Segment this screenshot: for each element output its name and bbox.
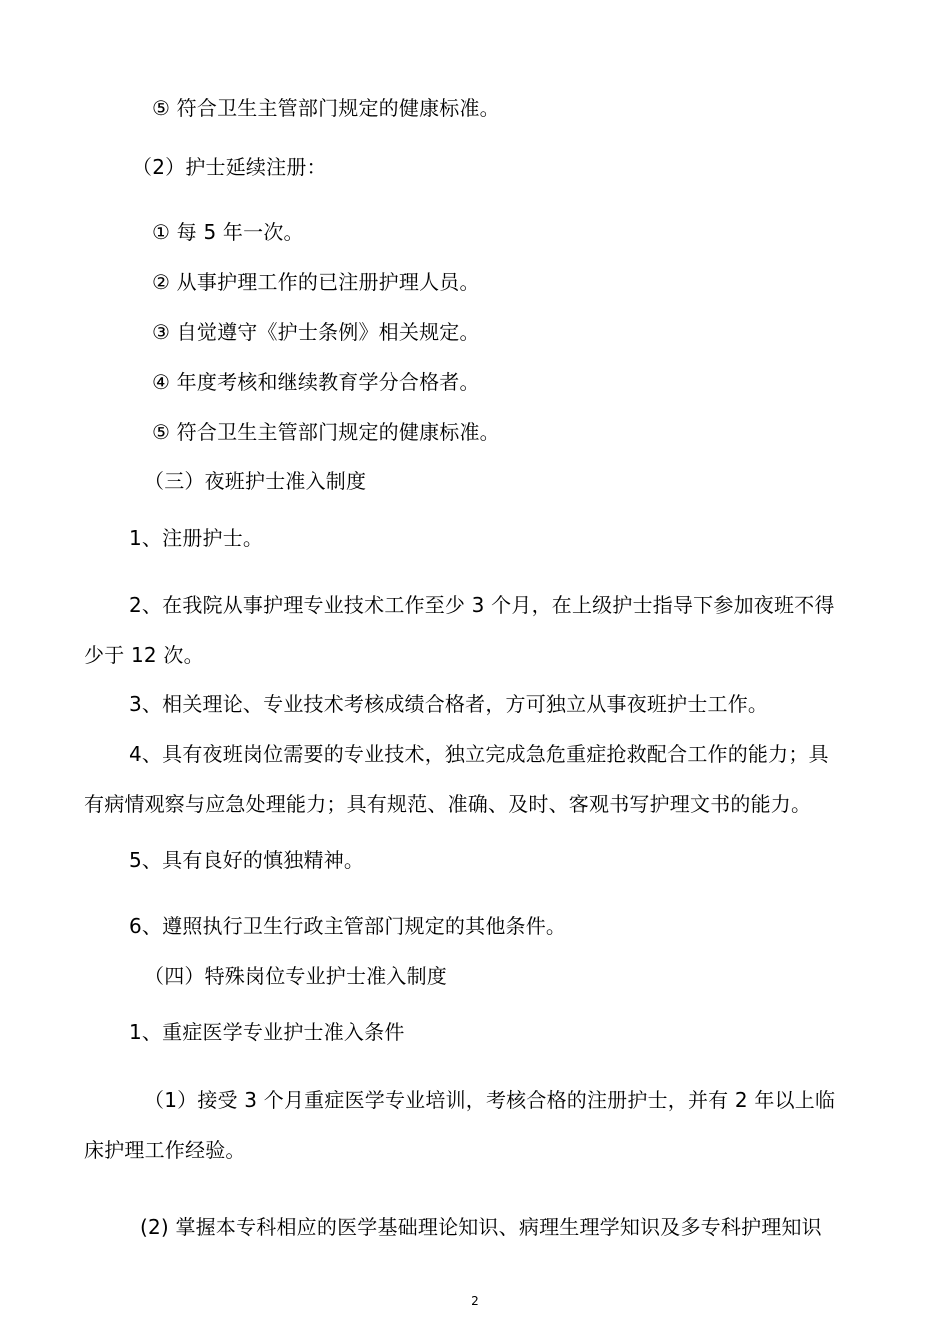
section-heading: （四）特殊岗位专业护士准入制度 (144, 964, 447, 988)
text-line: ① 每 5 年一次。 (152, 220, 304, 244)
text-line: （2）护士延续注册： (132, 155, 327, 179)
text-line: （1）接受 3 个月重症医学专业培训，考核合格的注册护士，并有 2 年以上临 (144, 1088, 836, 1112)
text-line: 有病情观察与应急处理能力；具有规范、准确、及时、客观书写护理文书的能力。 (84, 792, 812, 816)
text-line: 3、相关理论、专业技术考核成绩合格者，方可独立从事夜班护士工作。 (129, 692, 769, 716)
text-line: 2、在我院从事护理专业技术工作至少 3 个月，在上级护士指导下参加夜班不得 (129, 593, 835, 617)
text-line: 1、重症医学专业护士准入条件 (129, 1020, 405, 1044)
text-line: 少于 12 次。 (84, 643, 204, 667)
text-line: 4、具有夜班岗位需要的专业技术，独立完成急危重症抢救配合工作的能力；具 (129, 742, 829, 766)
text-line: 1、注册护士。 (129, 526, 264, 550)
text-line: (2) 掌握本专科相应的医学基础理论知识、病理生理学知识及多专科护理知识 (140, 1215, 822, 1239)
text-line: ② 从事护理工作的已注册护理人员。 (152, 270, 480, 294)
text-line: 5、具有良好的慎独精神。 (129, 848, 365, 872)
page-number: 2 (471, 1294, 479, 1308)
text-line: ③ 自觉遵守《护士条例》相关规定。 (152, 320, 480, 344)
text-line: ⑤ 符合卫生主管部门规定的健康标准。 (152, 96, 500, 120)
text-line: 床护理工作经验。 (84, 1138, 246, 1162)
text-line: 6、遵照执行卫生行政主管部门规定的其他条件。 (129, 914, 567, 938)
text-line: ④ 年度考核和继续教育学分合格者。 (152, 370, 480, 394)
section-heading: （三）夜班护士准入制度 (144, 469, 367, 493)
text-line: ⑤ 符合卫生主管部门规定的健康标准。 (152, 420, 500, 444)
